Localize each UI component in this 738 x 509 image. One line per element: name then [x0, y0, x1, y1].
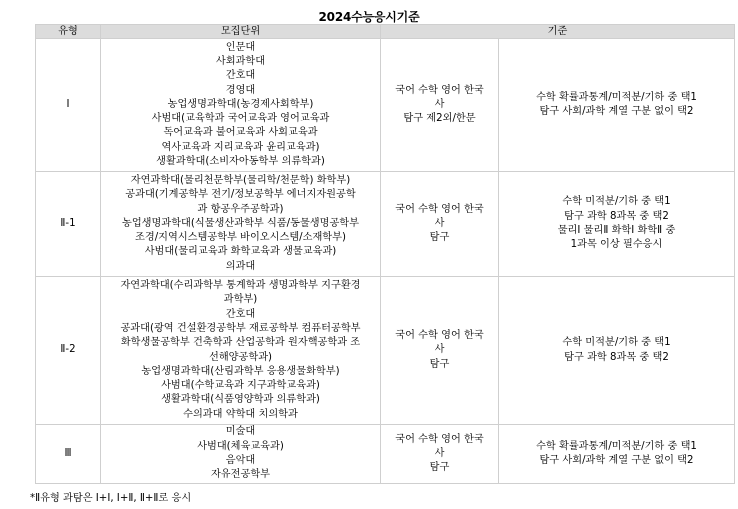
- header-unit: 모집단위: [101, 25, 381, 39]
- header-criteria: 기준: [381, 25, 735, 39]
- subject-cell: [381, 277, 499, 425]
- criteria-cell-line: 수학 미적분/기하 중 택1: [562, 196, 671, 208]
- unit-cell-line: 간호대: [225, 70, 256, 82]
- unit-cell-line: 과학부): [223, 294, 258, 306]
- subject-cell-line: 사: [434, 344, 445, 356]
- table-header-row: [36, 25, 735, 39]
- unit-cell-line: 자연과학대(수리과학부 통계학과 생명과학부 지구환경: [120, 280, 361, 292]
- criteria-cell-line: 탐구 과학 8과목 중 택2: [564, 210, 669, 222]
- criteria-cell-line: 탐구 사회/과학 계열 구분 없이 택2: [539, 106, 694, 117]
- unit-cell: [101, 39, 381, 172]
- subject-cell-line: 탐구: [429, 232, 450, 244]
- unit-cell-line: 농업생명과학대(농경제사회학부): [167, 98, 314, 110]
- page-title: 2024수능응시기준: [318, 10, 420, 24]
- unit-cell-line: 경영대: [225, 84, 256, 96]
- criteria-cell-line: 수학 미적분/기하 중 택1: [562, 337, 671, 349]
- unit-cell-line: 과 항공우주공학과): [197, 203, 284, 215]
- footnote: *Ⅱ유형 과탐은 Ⅰ+Ⅰ, Ⅰ+Ⅱ, Ⅱ+Ⅱ로 응시: [30, 493, 192, 504]
- subject-cell: [381, 39, 499, 172]
- table-row: [36, 39, 735, 172]
- unit-cell-line: 간호대: [225, 308, 256, 320]
- unit-cell-line: 음악대: [225, 455, 256, 466]
- criteria-cell: [499, 39, 735, 172]
- unit-cell-line: 인문대: [225, 41, 256, 53]
- unit-cell-line: 사범대(수학교육과 지구과학교육과): [161, 380, 320, 392]
- unit-cell: [101, 425, 381, 484]
- table-row: [36, 425, 735, 484]
- unit-cell-line: 의과대: [225, 260, 256, 272]
- unit-cell-line: 사범대(교육학과 국어교육과 영어교육과: [151, 113, 330, 125]
- unit-cell-line: 자연과학대(물리천문학부(물리학/천문학) 화학부): [130, 174, 351, 186]
- unit-cell-line: 독어교육과 불어교육과 사회교육과: [163, 127, 318, 139]
- unit-cell-line: 역사교육과 지리교육과 윤리교육과): [161, 141, 320, 153]
- subject-cell: [381, 172, 499, 277]
- subject-cell-line: 국어 수학 영어 한국: [395, 203, 484, 215]
- criteria-cell: [499, 277, 735, 425]
- row-type: Ⅱ-2: [36, 277, 101, 425]
- subject-cell-line: 사: [434, 447, 445, 459]
- unit-cell-line: 사범대(체육교육과): [197, 440, 284, 452]
- subject-cell-line: 탐구 제2외/한문: [403, 113, 476, 125]
- subject-cell-line: 탐구: [429, 462, 450, 474]
- subject-cell-line: 국어 수학 영어 한국: [395, 433, 484, 445]
- subject-cell-line: 사: [434, 98, 445, 110]
- unit-cell-line: 화학생물공학부 건축학과 산업공학과 원자핵공학과 조: [120, 337, 361, 349]
- subject-cell-line: 국어 수학 영어 한국: [395, 84, 484, 96]
- subject-cell-line: 탐구: [429, 358, 450, 370]
- unit-cell-line: 자유전공학부: [210, 469, 271, 481]
- unit-cell-line: 미술대: [225, 426, 256, 438]
- row-type: Ⅱ-1: [36, 172, 101, 277]
- row-type: Ⅲ: [36, 425, 101, 484]
- unit-cell-line: 생활과학대(소비자아동학부 의류학과): [156, 156, 325, 168]
- table-row: [36, 172, 735, 277]
- subject-cell-line: 국어 수학 영어 한국: [395, 330, 484, 342]
- criteria-cell-line: 탐구 사회/과학 계열 구분 없이 택2: [539, 455, 694, 466]
- criteria-cell-line: 1과목 이상 필수응시: [570, 239, 663, 251]
- criteria-cell-line: 수학 확률과통계/미적분/기하 중 택1: [536, 91, 697, 103]
- criteria-cell-line: 물리Ⅰ 물리Ⅱ 화학Ⅰ 화학Ⅱ 중: [557, 225, 676, 236]
- header-type: 유형: [36, 25, 101, 39]
- unit-cell-line: 조경/지역시스템공학부 바이오시스템/소재학부): [135, 232, 346, 244]
- criteria-cell-line: 탐구 과학 8과목 중 택2: [564, 351, 669, 363]
- unit-cell-line: 농업생명과학대(식물생산과학부 식품/동물생명공학부: [122, 217, 359, 229]
- unit-cell: [101, 172, 381, 277]
- unit-cell-line: 공과대(기계공학부 전기/정보공학부 에너지자원공학: [125, 189, 356, 201]
- unit-cell-line: 생활과학대(식품영양학과 의류학과): [161, 394, 320, 406]
- criteria-table: [35, 24, 735, 484]
- unit-cell-line: 농업생명과학대(산림과학부 응용생물화학부): [141, 365, 340, 377]
- criteria-cell: [499, 425, 735, 484]
- unit-cell: [101, 277, 381, 425]
- subject-cell: [381, 425, 499, 484]
- row-type: Ⅰ: [36, 39, 101, 172]
- criteria-cell: [499, 172, 735, 277]
- table-row: [36, 277, 735, 425]
- unit-cell-line: 사회과학대: [215, 55, 266, 67]
- criteria-cell-line: 수학 확률과통계/미적분/기하 중 택1: [536, 440, 697, 452]
- unit-cell-line: 공과대(광역 건설환경공학부 재료공학부 컴퓨터공학부: [120, 322, 361, 334]
- subject-cell-line: 사: [434, 217, 445, 229]
- unit-cell-line: 사범대(물리교육과 화학교육과 생물교육과): [144, 246, 337, 258]
- unit-cell-line: 선해양공학과): [208, 351, 273, 363]
- unit-cell-line: 수의과대 약학대 치의학과: [183, 408, 298, 420]
